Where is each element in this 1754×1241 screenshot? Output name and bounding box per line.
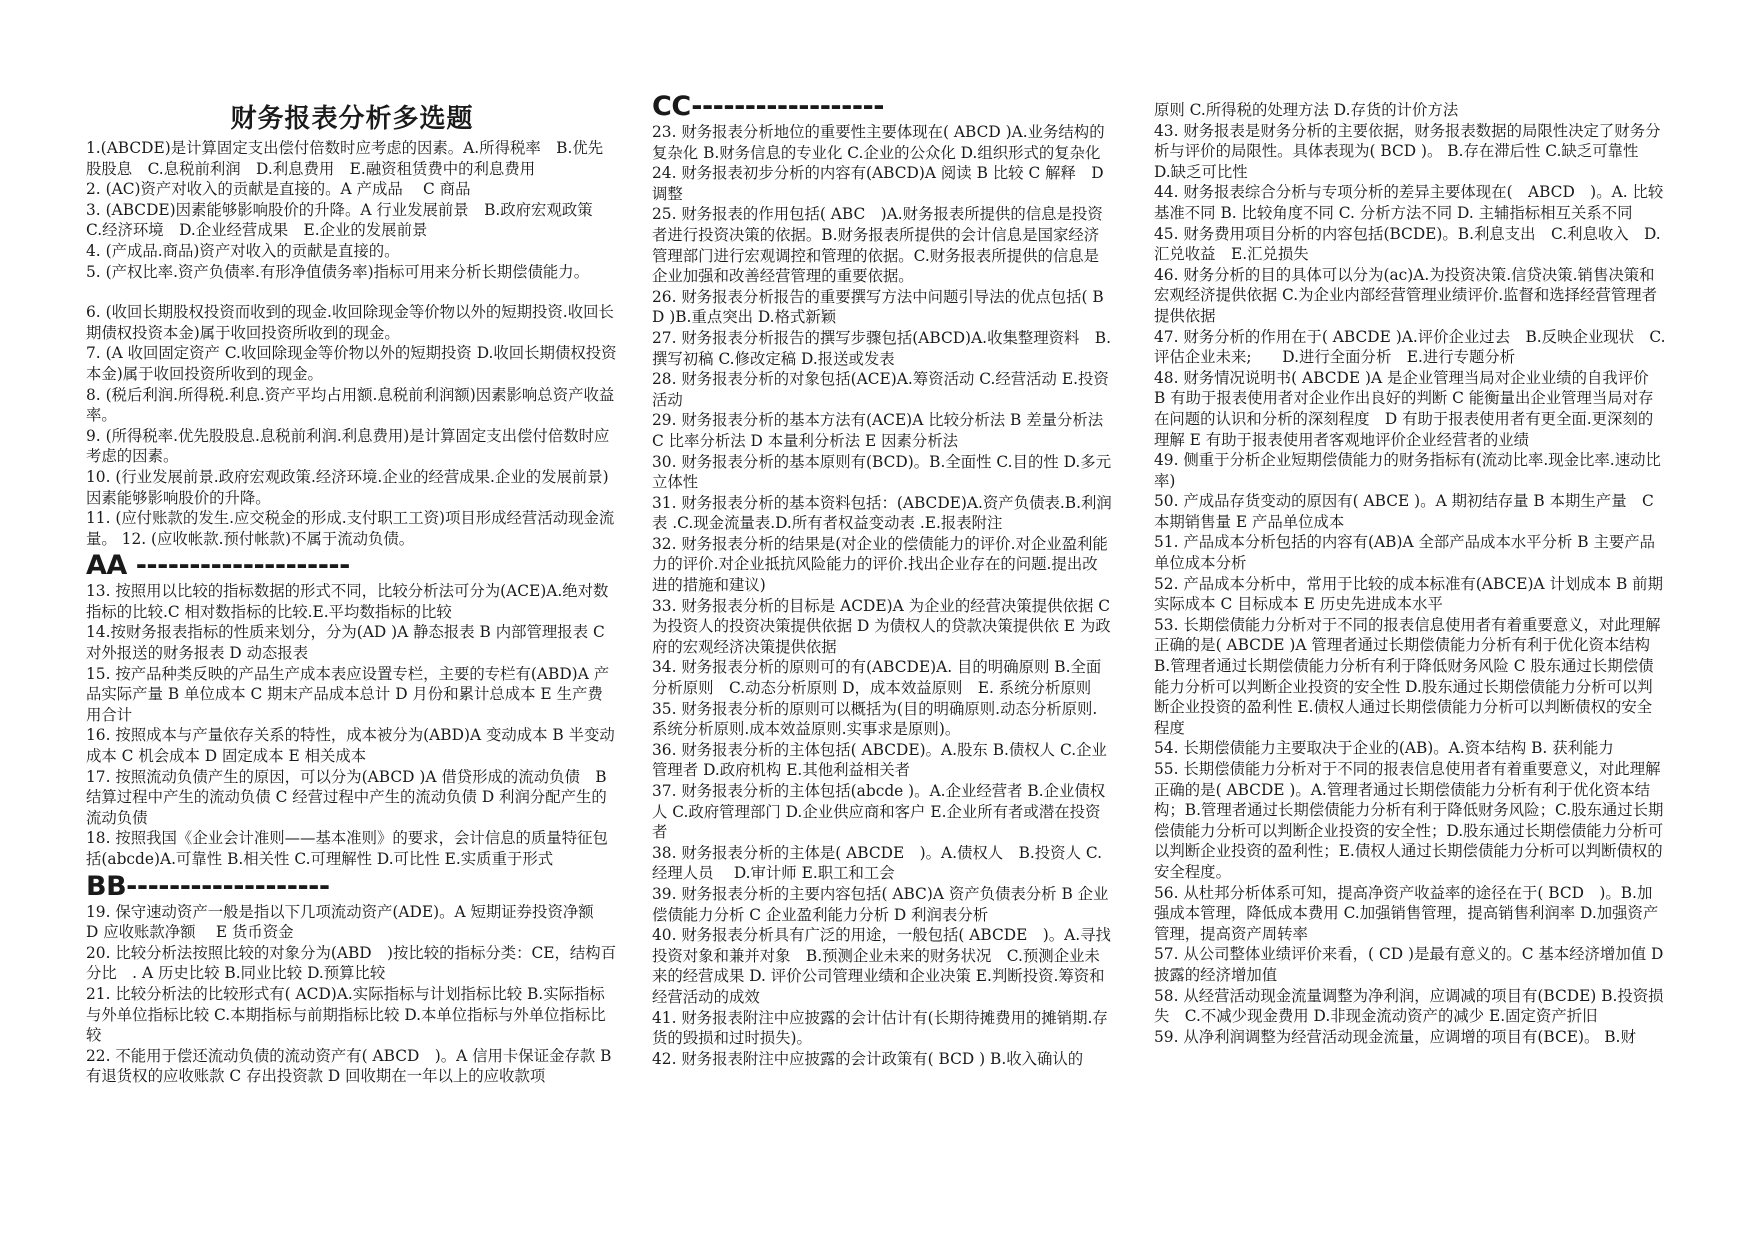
question-35: 35. 财务报表分析的原则可以概括为(目的明确原则.动态分析原则.系统分析原则.成本效益原则.实事求是原则)。 (652, 699, 1098, 739)
question-13: 13. 按照用以比较的指标数据的形式不同，比较分析法可分为(ACE)A.绝对数指标的比较.C 相对数指标的比较.E.平均数指标的比较 (86, 582, 609, 621)
question-4: 4. (产成品.商品)资产对收入的贡献是直接的。 (86, 241, 400, 260)
question-21: 21. 比较分析法的比较形式有( ACD)A.实际指标与计划指标比较 B.实际指标与外单位指标比较 C.本期指标与前期指标比较 D.本单位指标与外单位指标比较 (86, 984, 606, 1045)
question-5: 5. (产权比率.资产负债率.有形净值债务率)指标可用来分析长期偿债能力。 (86, 262, 590, 281)
section-heading-cc: CC------------------ (652, 91, 884, 122)
question-39: 39. 财务报表分析的主要内容包括( ABC)A 资产负债表分析 B 企业偿债能力分析 C 企业盈利能力分析 D 利润表分析 (652, 884, 1109, 924)
question-36: 36. 财务报表分析的主体包括( ABCDE)。A.股东 B.债权人 C.企业管理者 D.政府机构 E.其他利益相关者 (652, 740, 1107, 780)
question-23: 23. 财务报表分析地位的重要性主要体现在( ABCD )A.业务结构的复杂化 B.财务信息的专业化 C.企业的公众化 D.组织形式的复杂化 (652, 123, 1105, 162)
question-1: 1.(ABCDE)是计算固定支出偿付倍数时应考虑的因素。A.所得税率 B.优先股股息 C.息税前利润 D.利息费用 E.融资租赁费中的利息费用 (86, 139, 604, 178)
section-heading-aa: AA -------------------- (86, 550, 350, 582)
question-46: 46. 财务分析的目的具体可以分为(ac)A.为投资决策.信贷决策.销售决策和宏观经济提供依据 C.为企业内部经营管理业绩评价.监督和选择经营管理者提供依据 (1154, 265, 1658, 325)
question-52: 52. 产品成本分析中，常用于比较的成本标准有(ABCE)A 计划成本 B 前期实际成本 C 目标成本 E 历史先进成本水平 (1154, 574, 1663, 614)
question-44: 44. 财务报表综合分析与专项分析的差异主要体现在( ABCD )。A. 比较基准不同 B. 比较角度不同 C. 分析方法不同 D. 主辅指标相互关系不同 (1154, 183, 1664, 222)
question-57: 57. 从公司整体业绩评价来看，( CD )是最有意义的。C 基本经济增加值 D 披露的经济增加值 (1154, 945, 1664, 984)
question-40: 40. 财务报表分析具有广泛的用途，一般包括( ABCDE )。A.寻找投资对象和兼并对象 B.预测企业未来的财务状况 C.预测企业未来的经营成果 D. 评价公司管理业绩和企业决策 E.判断投资.筹资和经营活动的成效 (652, 926, 1111, 1006)
question-59: 59. 从净利润调整为经营活动现金流量，应调增的项目有(BCE)。 B.财 (1154, 1027, 1636, 1046)
question-14: 14.按财务报表指标的性质来划分，分为(AD )A 静态报表 B 内部管理报表 C 对外报送的财务报表 D 动态报表 (86, 623, 605, 663)
question-53: 53. 长期偿债能力分析对于不同的报表信息使用者有着重要意义，对此理解正确的是( ABCDE )A 管理者通过长期偿债能力分析有利于优化资本结构 B.管理者通过长期偿债能力分析有利于降低财务风险 C 股东通过长期偿债能力分析可以判断企业投资的安全性 D.股东通过长期偿债能力分析可以判断企业投资的盈利性 E.债权人通过长期偿债能力分析可以判断债权的安全程度 (1154, 615, 1661, 737)
question-47: 47. 财务分析的作用在于( ABCDE )A.评价企业过去 B.反映企业现状 C.评估企业未来; D.进行全面分析 E.进行专题分析 (1154, 327, 1666, 367)
question-54: 54. 长期偿债能力主要取决于企业的(AB)。A.资本结构 B. 获利能力 (1154, 739, 1614, 758)
question-11-12: 11. (应付账款的发生.应交税金的形成.支付职工工资)项目形成经营活动现金流量。 12. (应收帐款.预付帐款)不属于流动负债。 (86, 509, 615, 548)
question-37: 37. 财务报表分析的主体包括(abcde )。A.企业经营者 B.企业债权人 C.政府管理部门 D.企业供应商和客户 E.企业所有者或潜在投资者 (652, 782, 1106, 842)
question-7: 7. (A 收回固定资产 C.收回除现金等价物以外的短期投资 D.收回长期债权投资本金)属于收回投资所收到的现金。 (86, 344, 617, 383)
question-34: 34. 财务报表分析的原则可的有(ABCDE)A. 目的明确原则 B.全面分析原则 C.动态分析原则 D，成本效益原则 E. 系统分析原则 (652, 658, 1102, 698)
question-6: 6. (收回长期股权投资而收到的现金.收回除现金等价物以外的短期投资.收回长期债权投资本金)属于收回投资所收到的现金。 (86, 303, 614, 342)
question-24: 24. 财务报表初步分析的内容有(ABCD)A 阅读 B 比较 C 解释 D 调整 (652, 164, 1104, 203)
question-15: 15. 按产品种类反映的产品生产成本表应设置专栏，主要的专栏有(ABD)A 产品实际产量 B 单位成本 C 期末产品成本总计 D 月份和累计总成本 E 生产费用合计 (86, 664, 610, 724)
page-title: 财务报表分析多选题 (230, 104, 474, 134)
question-26: 26. 财务报表分析报告的重要撰写方法中问题引导法的优点包括( BD )B.重点突出 D.格式新颖 (652, 287, 1104, 327)
question-48: 48. 财务情况说明书( ABCDE )A 是企业管理当局对企业业绩的自我评价 B 有助于报表使用者对企业作出良好的判断 C 能衡量出企业管理当局对存在问题的认识和分析的深刻程度 D 有助于报表使用者有更全面.更深刻的理解 E 有助于报表使用者客观地评价企业经营者的业绩 (1154, 368, 1680, 449)
question-55: 55. 长期偿债能力分析对于不同的报表信息使用者有着重要意义，对此理解正确的是( ABCDE )。A.管理者通过长期偿债能力分析有利于优化资本结构；B.管理者通过长期偿债能力分析有利于降低财务风险；C.股东通过长期偿债能力分析可以判断企业投资的安全性；D.股东通过长期偿债能力分析可以判断企业投资的盈利性；E.债权人通过长期偿债能力分析可以判断债权的安全程度。 (1154, 760, 1664, 881)
question-18: 18. 按照我国《企业会计准则——基本准则》的要求，会计信息的质量特征包括(abcde)A.可靠性 B.相关性 C.可理解性 D.可比性 E.实质重于形式 (86, 829, 608, 868)
question-3: 3. (ABCDE)因素能够影响股价的升降。A 行业发展前景 B.政府宏观政策 C.经济环境 D.企业经营成果 E.企业的发展前景 (86, 200, 609, 240)
question-43: 43. 财务报表是财务分析的主要依据，财务报表数据的局限性决定了财务分析与评价的局限性。具体表现为( BCD )。 B.存在滞后性 C.缺乏可靠性 D.缺乏可比性 (1154, 121, 1661, 181)
question-33: 33. 财务报表分析的目标是 ACDE)A 为企业的经营决策提供依据 C 为投资人的投资决策提供依据 D 为债权人的贷款决策提供依 E 为政府的宏观经济决策提供依据 (652, 596, 1111, 656)
question-56: 56. 从杜邦分析体系可知，提高净资产收益率的途径在于( BCD )。B.加强成本管理，降低成本费用 C.加强销售管理，提高销售利润率 D.加强资产管理，提高资产周转率 (1154, 883, 1659, 943)
question-31: 31. 财务报表分析的基本资料包括：(ABCDE)A.资产负债表.B.利润表 .C.现金流量表.D.所有者权益变动表 .E.报表附注 (652, 493, 1112, 533)
question-28: 28. 财务报表分析的对象包括(ACE)A.筹资活动 C.经营活动 E.投资活动 (652, 370, 1109, 409)
question-49: 49. 侧重于分析企业短期偿债能力的财务指标有(流动比率.现金比率.速动比率) (1154, 451, 1661, 490)
question-41: 41. 财务报表附注中应披露的会计估计有(长期待摊费用的摊销期.存货的毁损和过时损失)。 (652, 1008, 1108, 1048)
question-51: 51. 产品成本分析包括的内容有(AB)A 全部产品成本水平分析 B 主要产品单位成本分析 (1154, 533, 1656, 573)
question-17: 17. 按照流动负债产生的原因，可以分为(ABCD )A 借贷形成的流动负债 B 结算过程中产生的流动负债 C 经营过程中产生的流动负债 D 利润分配产生的流动负债 (86, 767, 607, 827)
question-27: 27. 财务报表分析报告的撰写步骤包括(ABCD)A.收集整理资料 B.撰写初稿 C.修改定稿 D.报送或发表 (652, 328, 1112, 368)
question-16: 16. 按照成本与产量依存关系的特性，成本被分为(ABD)A 变动成本 B 半变动成本 C 机会成本 D 固定成本 E 相关成本 (86, 726, 615, 766)
question-8: 8. (税后利润.所得税.利息.资产平均占用额.息税前利润额)因素影响总资产收益率。 (86, 385, 615, 425)
left-column (86, 96, 618, 1087)
section-heading-bb: BB------------------- (86, 870, 330, 902)
question-38: 38. 财务报表分析的主体是( ABCDE )。A.债权人 B.投资人 C.经理人员 D.审计师 E.职工和工会 (652, 843, 1102, 883)
question-2: 2. (AC)资产对收入的贡献是直接的。A 产成品 C 商品 (86, 180, 471, 199)
question-29: 29. 财务报表分析的基本方法有(ACE)A 比较分析法 B 差量分析法 C 比率分析法 D 本量利分析法 E 因素分析法 (652, 411, 1104, 450)
question-58: 58. 从经营活动现金流量调整为净利润，应调减的项目有(BCDE) B.投资损失 C.不减少现金费用 D.非现金流动资产的减少 E.固定资产折旧 (1154, 986, 1664, 1026)
question-25: 25. 财务报表的作用包括( ABC )A.财务报表所提供的信息是投资者进行投资决策的依据。B.财务报表所提供的会计信息是国家经济管理部门进行宏观调控和管理的依据。C.财务报表所提供的信息是企业加强和改善经营管理的重要依据。 (652, 205, 1103, 286)
question-20: 20. 比较分析法按照比较的对象分为(ABD )按比较的指标分类：CE，结构百分比 . A 历史比较 B.同业比较 D.预算比较 (86, 943, 617, 983)
question-42-continued: 原则 C.所得税的处理方法 D.存货的计价方法 (1154, 101, 1459, 119)
question-9: 9. (所得税率.优先股股息.息税前利润.利息费用)是计算固定支出偿付倍数时应考虑的因素。 (86, 426, 610, 466)
right-column (1154, 100, 1680, 1047)
question-45: 45. 财务费用项目分析的内容包括(BCDE)。B.利息支出 C.利息收入 D.汇兑收益 E.汇兑损失 (1154, 224, 1661, 264)
blank-line (86, 282, 618, 302)
question-32: 32. 财务报表分析的结果是(对企业的偿债能力的评价.对企业盈利能力的评价.对企业抵抗风险能力的评价.找出企业存在的问题.提出改进的措施和建议) (652, 534, 1108, 595)
question-42: 42. 财务报表附注中应披露的会计政策有( BCD ) B.收入确认的 (652, 1049, 1084, 1068)
question-19: 19. 保守速动资产一般是指以下几项流动资产(ADE)。A 短期证券投资净额 D 应收账款净额 E 货币资金 (86, 902, 614, 942)
question-30: 30. 财务报表分析的基本原则有(BCD)。B.全面性 C.目的性 D.多元立体性 (652, 452, 1112, 492)
question-10: 10. (行业发展前景.政府宏观政策.经济环境.企业的经营成果.企业的发展前景)因素能够影响股价的升降。 (86, 467, 609, 507)
middle-column (652, 91, 1112, 1069)
question-50: 50. 产成品存货变动的原因有( ABCE )。A 期初结存量 B 本期生产量 C 本期销售量 E 产品单位成本 (1154, 492, 1654, 531)
question-22: 22. 不能用于偿还流动负债的流动资产有( ABCD )。A 信用卡保证金存款 B 有退货权的应收账款 C 存出投资款 D 回收期在一年以上的应收款项 (86, 1046, 612, 1086)
